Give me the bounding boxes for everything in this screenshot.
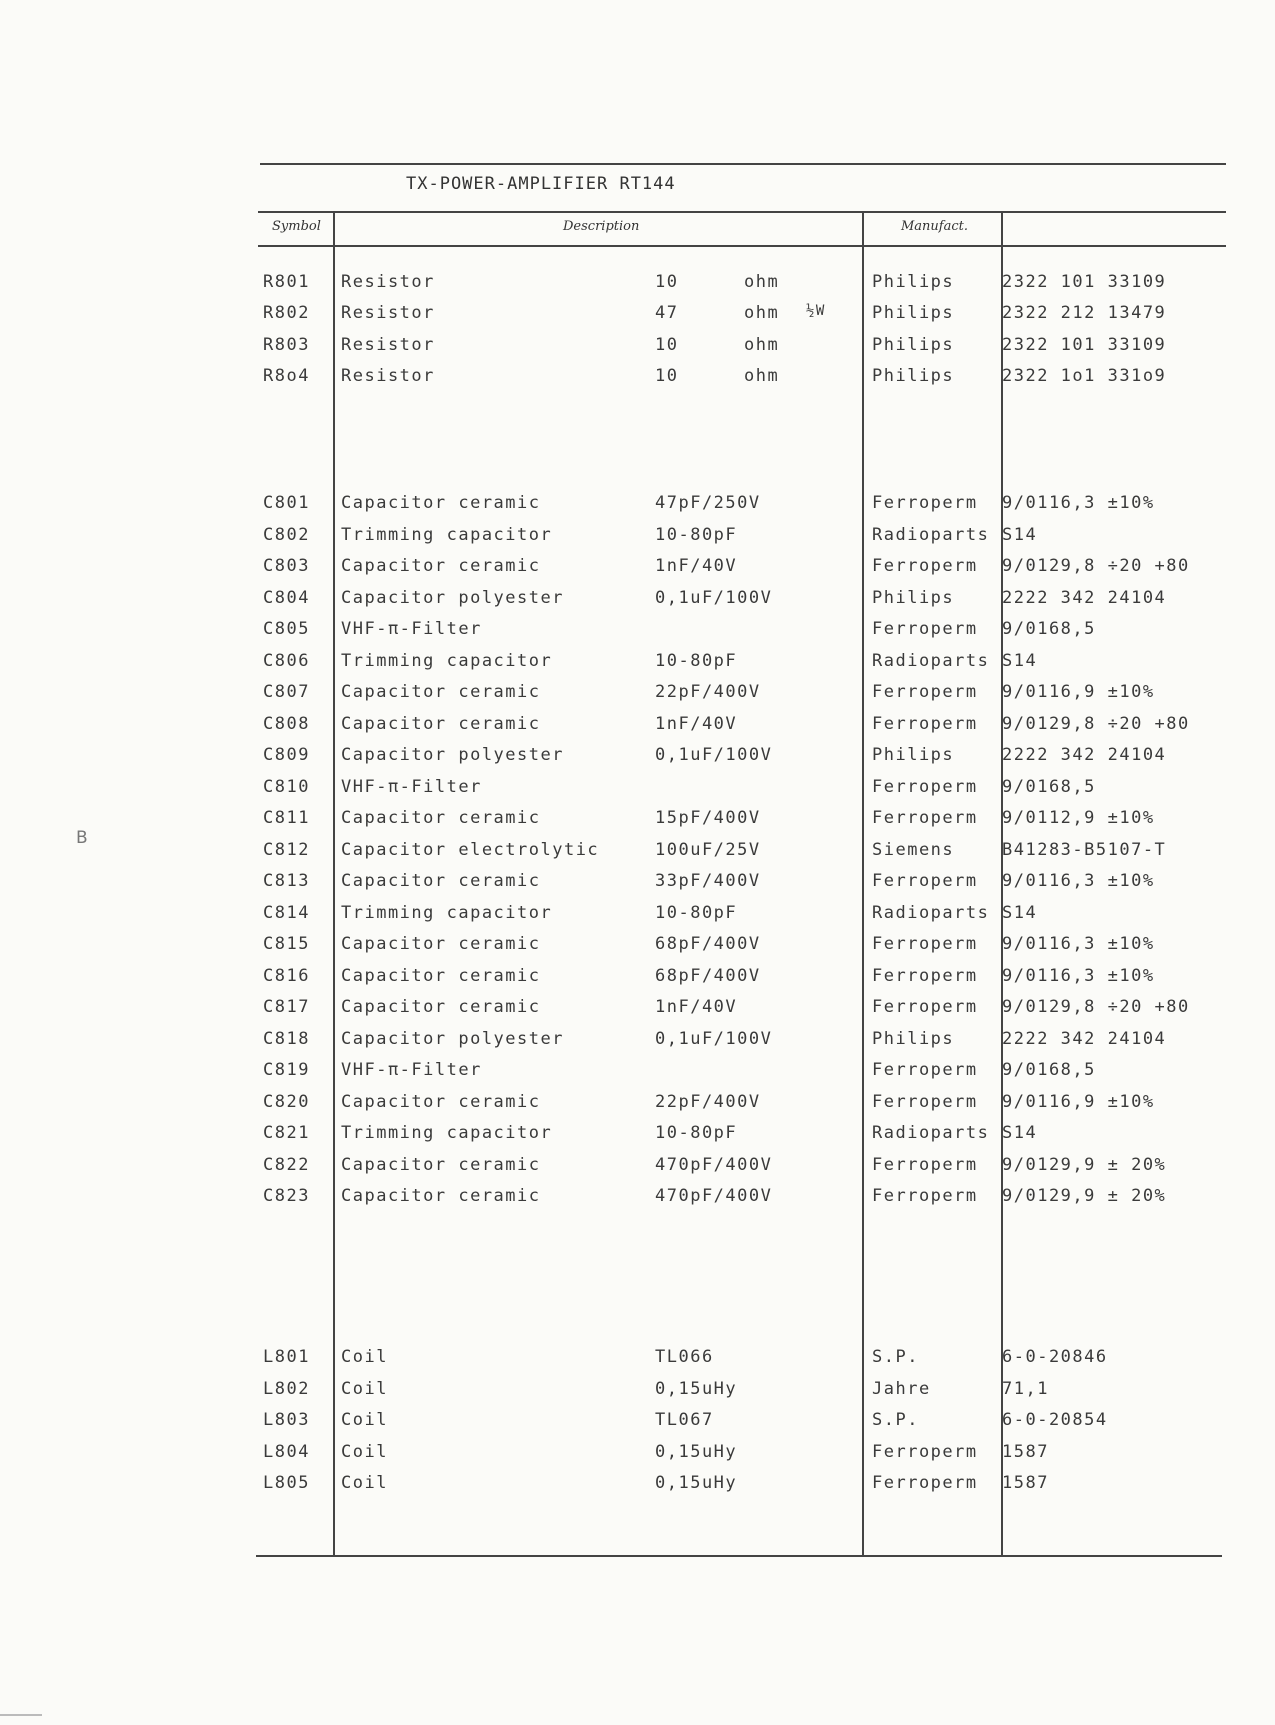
table-row xyxy=(0,966,1275,996)
part-manufacturer: Ferroperm xyxy=(872,493,978,513)
part-value: 15pF/400V xyxy=(655,808,761,828)
part-description: Capacitor ceramic xyxy=(341,1155,541,1175)
part-manufacturer: S.P. xyxy=(872,1410,919,1430)
part-description: Resistor xyxy=(341,303,435,323)
part-description: Coil xyxy=(341,1379,388,1399)
part-description: Capacitor polyester xyxy=(341,588,564,608)
header-symbol: Symbol xyxy=(272,219,321,234)
header-top-rule xyxy=(258,211,1226,213)
part-symbol: C810 xyxy=(263,777,310,797)
part-symbol: C808 xyxy=(263,714,310,734)
part-value: 10 xyxy=(655,335,679,355)
part-number: 2322 1o1 331o9 xyxy=(1002,366,1167,386)
part-description: Capacitor electrolytic xyxy=(341,840,600,860)
part-manufacturer: Philips xyxy=(872,745,955,765)
part-number: 2322 212 13479 xyxy=(1002,303,1167,323)
part-symbol: C812 xyxy=(263,840,310,860)
table-row xyxy=(0,366,1275,396)
part-value: 47 xyxy=(655,303,679,323)
part-description: Resistor xyxy=(341,272,435,292)
part-number: 9/0129,8 ÷20 +80 xyxy=(1002,997,1190,1017)
part-value: 47pF/250V xyxy=(655,493,761,513)
part-number: 9/0168,5 xyxy=(1002,777,1096,797)
table-row xyxy=(0,934,1275,964)
part-manufacturer: Radioparts xyxy=(872,525,990,545)
part-description: Capacitor ceramic xyxy=(341,714,541,734)
part-number: 9/0116,3 ±10% xyxy=(1002,966,1155,986)
part-manufacturer: Ferroperm xyxy=(872,966,978,986)
part-unit: ohm xyxy=(744,272,780,292)
part-symbol: L804 xyxy=(263,1442,310,1462)
table-row xyxy=(0,745,1275,775)
table-row xyxy=(0,777,1275,807)
part-unit: ohm xyxy=(744,335,780,355)
part-symbol: C819 xyxy=(263,1060,310,1080)
part-number: 9/0112,9 ±10% xyxy=(1002,808,1155,828)
part-number: 9/0116,3 ±10% xyxy=(1002,934,1155,954)
part-number: S14 xyxy=(1002,1123,1038,1143)
part-value: 68pF/400V xyxy=(655,934,761,954)
part-manufacturer: Ferroperm xyxy=(872,714,978,734)
part-description: Capacitor ceramic xyxy=(341,1092,541,1112)
part-description: Resistor xyxy=(341,366,435,386)
table-row xyxy=(0,1473,1275,1503)
table-row xyxy=(0,1410,1275,1440)
part-manufacturer: Jahre xyxy=(872,1379,931,1399)
part-number: 9/0116,9 ±10% xyxy=(1002,1092,1155,1112)
part-number: 9/0129,8 ÷20 +80 xyxy=(1002,556,1190,576)
table-row xyxy=(0,1060,1275,1090)
part-symbol: L805 xyxy=(263,1473,310,1493)
part-symbol: C813 xyxy=(263,871,310,891)
part-number: 6-0-20854 xyxy=(1002,1410,1108,1430)
part-description: Trimming capacitor xyxy=(341,525,553,545)
part-number: B41283-B5107-T xyxy=(1002,840,1167,860)
part-symbol: R803 xyxy=(263,335,310,355)
table-row xyxy=(0,303,1275,333)
part-manufacturer: Ferroperm xyxy=(872,1473,978,1493)
part-description: VHF-π-Filter xyxy=(341,619,482,639)
table-row xyxy=(0,997,1275,1027)
part-description: Trimming capacitor xyxy=(341,1123,553,1143)
part-number: 9/0116,3 ±10% xyxy=(1002,871,1155,891)
part-description: Resistor xyxy=(341,335,435,355)
table-row xyxy=(0,525,1275,555)
table-row xyxy=(0,840,1275,870)
part-symbol: C802 xyxy=(263,525,310,545)
header-bottom-rule xyxy=(258,245,1226,247)
part-symbol: R8o4 xyxy=(263,366,310,386)
part-description: Trimming capacitor xyxy=(341,651,553,671)
part-manufacturer: Philips xyxy=(872,303,955,323)
part-value: 1nF/40V xyxy=(655,556,738,576)
table-row xyxy=(0,714,1275,744)
part-symbol: C817 xyxy=(263,997,310,1017)
part-description: Coil xyxy=(341,1347,388,1367)
part-description: Capacitor ceramic xyxy=(341,682,541,702)
corner-scan-mark xyxy=(0,1714,42,1716)
part-number: 9/0168,5 xyxy=(1002,619,1096,639)
part-number: S14 xyxy=(1002,903,1038,923)
part-manufacturer: S.P. xyxy=(872,1347,919,1367)
bottom-rule xyxy=(256,1555,1222,1557)
part-description: VHF-π-Filter xyxy=(341,1060,482,1080)
table-row xyxy=(0,1092,1275,1122)
part-number: S14 xyxy=(1002,525,1038,545)
table-row xyxy=(0,335,1275,365)
part-number: 9/0168,5 xyxy=(1002,1060,1096,1080)
part-manufacturer: Philips xyxy=(872,366,955,386)
part-symbol: C823 xyxy=(263,1186,310,1206)
part-value: 1nF/40V xyxy=(655,714,738,734)
table-row xyxy=(0,619,1275,649)
part-symbol: L802 xyxy=(263,1379,310,1399)
part-description: VHF-π-Filter xyxy=(341,777,482,797)
part-symbol: C821 xyxy=(263,1123,310,1143)
part-symbol: C809 xyxy=(263,745,310,765)
part-description: Capacitor ceramic xyxy=(341,997,541,1017)
part-manufacturer: Ferroperm xyxy=(872,1442,978,1462)
document-title: TX-POWER-AMPLIFIER RT144 xyxy=(406,174,676,194)
part-symbol: C804 xyxy=(263,588,310,608)
part-symbol: L803 xyxy=(263,1410,310,1430)
part-symbol: C803 xyxy=(263,556,310,576)
part-value: 0,1uF/100V xyxy=(655,1029,773,1049)
part-value: TL067 xyxy=(655,1410,714,1430)
part-value: TL066 xyxy=(655,1347,714,1367)
part-manufacturer: Radioparts xyxy=(872,651,990,671)
part-manufacturer: Ferroperm xyxy=(872,1060,978,1080)
part-symbol: C806 xyxy=(263,651,310,671)
part-symbol: C814 xyxy=(263,903,310,923)
part-description: Capacitor ceramic xyxy=(341,1186,541,1206)
part-manufacturer: Philips xyxy=(872,335,955,355)
part-symbol: C807 xyxy=(263,682,310,702)
header-description: Description xyxy=(563,219,640,234)
part-value: 10-80pF xyxy=(655,525,738,545)
part-manufacturer: Radioparts xyxy=(872,1123,990,1143)
table-row xyxy=(0,1123,1275,1153)
part-manufacturer: Ferroperm xyxy=(872,808,978,828)
part-value: 0,1uF/100V xyxy=(655,745,773,765)
part-manufacturer: Ferroperm xyxy=(872,1092,978,1112)
part-description: Capacitor ceramic xyxy=(341,493,541,513)
table-row xyxy=(0,1442,1275,1472)
part-manufacturer: Siemens xyxy=(872,840,955,860)
part-manufacturer: Ferroperm xyxy=(872,934,978,954)
part-value: 22pF/400V xyxy=(655,1092,761,1112)
part-value: 10 xyxy=(655,272,679,292)
part-number: 9/0129,9 ± 20% xyxy=(1002,1186,1167,1206)
table-row xyxy=(0,272,1275,302)
part-manufacturer: Philips xyxy=(872,588,955,608)
part-power-rating: ½W xyxy=(806,303,826,319)
part-value: 0,15uHy xyxy=(655,1442,738,1462)
part-description: Capacitor ceramic xyxy=(341,556,541,576)
table-row xyxy=(0,1155,1275,1185)
part-number: 2322 101 33109 xyxy=(1002,335,1167,355)
part-symbol: C820 xyxy=(263,1092,310,1112)
part-value: 33pF/400V xyxy=(655,871,761,891)
part-description: Capacitor ceramic xyxy=(341,934,541,954)
part-manufacturer: Ferroperm xyxy=(872,1155,978,1175)
part-value: 100uF/25V xyxy=(655,840,761,860)
part-number: 9/0129,9 ± 20% xyxy=(1002,1155,1167,1175)
part-description: Coil xyxy=(341,1410,388,1430)
part-manufacturer: Ferroperm xyxy=(872,1186,978,1206)
part-symbol: C822 xyxy=(263,1155,310,1175)
part-number: 2222 342 24104 xyxy=(1002,745,1167,765)
part-symbol: C801 xyxy=(263,493,310,513)
table-row xyxy=(0,556,1275,586)
part-value: 10-80pF xyxy=(655,651,738,671)
part-manufacturer: Ferroperm xyxy=(872,556,978,576)
part-number: 1587 xyxy=(1002,1473,1049,1493)
part-manufacturer: Ferroperm xyxy=(872,871,978,891)
table-row xyxy=(0,493,1275,523)
part-value: 10 xyxy=(655,366,679,386)
part-description: Coil xyxy=(341,1473,388,1493)
part-manufacturer: Ferroperm xyxy=(872,682,978,702)
part-symbol: C818 xyxy=(263,1029,310,1049)
part-description: Capacitor ceramic xyxy=(341,966,541,986)
table-row xyxy=(0,1347,1275,1377)
part-description: Capacitor ceramic xyxy=(341,808,541,828)
part-manufacturer: Ferroperm xyxy=(872,619,978,639)
part-unit: ohm xyxy=(744,366,780,386)
part-number: 71,1 xyxy=(1002,1379,1049,1399)
part-value: 0,15uHy xyxy=(655,1379,738,1399)
part-manufacturer: Radioparts xyxy=(872,903,990,923)
part-value: 10-80pF xyxy=(655,903,738,923)
part-description: Trimming capacitor xyxy=(341,903,553,923)
part-number: 9/0129,8 ÷20 +80 xyxy=(1002,714,1190,734)
part-manufacturer: Philips xyxy=(872,272,955,292)
table-row xyxy=(0,651,1275,681)
part-manufacturer: Ferroperm xyxy=(872,777,978,797)
table-row xyxy=(0,871,1275,901)
part-value: 10-80pF xyxy=(655,1123,738,1143)
part-value: 22pF/400V xyxy=(655,682,761,702)
part-number: 1587 xyxy=(1002,1442,1049,1462)
part-symbol: C805 xyxy=(263,619,310,639)
part-value: 1nF/40V xyxy=(655,997,738,1017)
table-row xyxy=(0,682,1275,712)
part-description: Capacitor ceramic xyxy=(341,871,541,891)
part-number: 2322 101 33109 xyxy=(1002,272,1167,292)
part-number: 9/0116,3 ±10% xyxy=(1002,493,1155,513)
part-symbol: C815 xyxy=(263,934,310,954)
part-value: 470pF/400V xyxy=(655,1155,773,1175)
part-number: 9/0116,9 ±10% xyxy=(1002,682,1155,702)
part-symbol: R802 xyxy=(263,303,310,323)
part-number: 6-0-20846 xyxy=(1002,1347,1108,1367)
part-symbol: C811 xyxy=(263,808,310,828)
part-description: Capacitor polyester xyxy=(341,745,564,765)
table-row xyxy=(0,1029,1275,1059)
part-value: 0,1uF/100V xyxy=(655,588,773,608)
table-row xyxy=(0,808,1275,838)
part-value: 68pF/400V xyxy=(655,966,761,986)
top-rule xyxy=(260,163,1226,165)
part-description: Capacitor polyester xyxy=(341,1029,564,1049)
part-manufacturer: Philips xyxy=(872,1029,955,1049)
part-number: 2222 342 24104 xyxy=(1002,1029,1167,1049)
part-description: Coil xyxy=(341,1442,388,1462)
part-manufacturer: Ferroperm xyxy=(872,997,978,1017)
part-value: 0,15uHy xyxy=(655,1473,738,1493)
part-value: 470pF/400V xyxy=(655,1186,773,1206)
table-row xyxy=(0,1379,1275,1409)
part-symbol: L801 xyxy=(263,1347,310,1367)
part-number: 2222 342 24104 xyxy=(1002,588,1167,608)
part-unit: ohm xyxy=(744,303,780,323)
table-row xyxy=(0,903,1275,933)
header-manufacturer: Manufact. xyxy=(901,219,969,234)
side-margin-mark: B xyxy=(76,828,88,848)
part-symbol: R801 xyxy=(263,272,310,292)
table-row xyxy=(0,588,1275,618)
table-row xyxy=(0,1186,1275,1216)
part-number: S14 xyxy=(1002,651,1038,671)
part-symbol: C816 xyxy=(263,966,310,986)
